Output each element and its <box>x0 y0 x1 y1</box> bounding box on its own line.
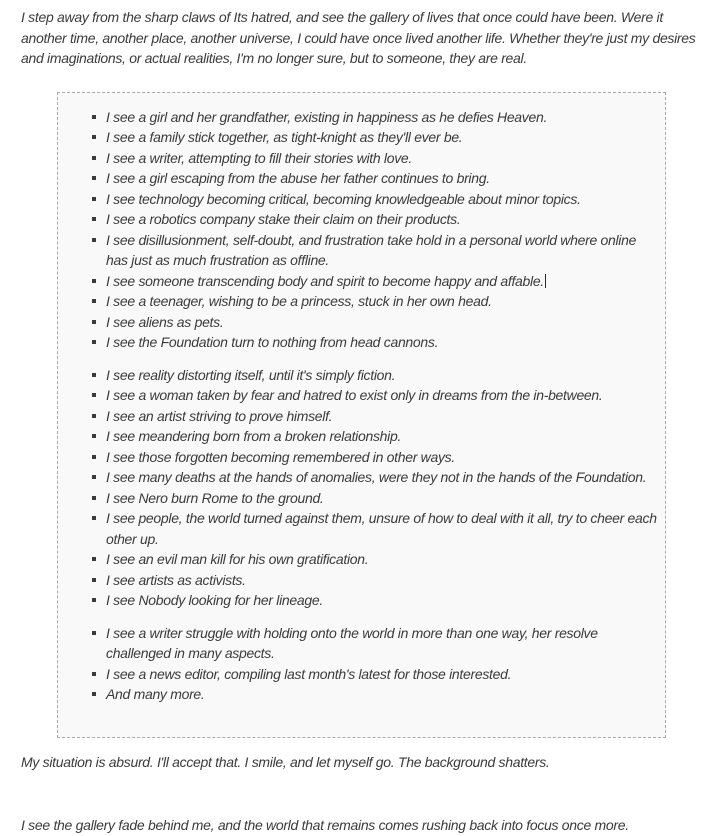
list-item: I see people, the world turned against them, unsure of how to deal with it all, try to cheer each other up. <box>106 508 661 549</box>
list-item: I see a girl and her grandfather, existing in happiness as he defies Heaven. <box>106 107 661 128</box>
list-item: I see many deaths at the hands of anomalies, were they not in the hands of the Foundation. <box>106 467 661 488</box>
list-item: I see aliens as pets. <box>106 312 661 333</box>
list-item: I see artists as activists. <box>106 570 661 591</box>
text-cursor <box>545 274 547 288</box>
list-item: I see a teenager, wishing to be a princess, stuck in her own head. <box>106 291 661 312</box>
list-item: And many more. <box>106 684 661 705</box>
list-item: I see a writer, attempting to fill their stories with love. <box>106 148 661 169</box>
vision-list-box <box>57 92 666 738</box>
outro-paragraph: My situation is absurd. I'll accept that. I smile, and let myself go. The background shatters. <box>21 753 550 770</box>
list-item: I see technology becoming critical, becoming knowledgeable about minor topics. <box>106 189 661 210</box>
list-item: I see a robotics company stake their claim on their products. <box>106 209 661 230</box>
list-item: I see Nero burn Rome to the ground. <box>106 488 661 509</box>
list-item: I see an artist striving to prove himself. <box>106 406 661 427</box>
list-item: I see an evil man kill for his own gratification. <box>106 549 661 570</box>
list-item: I see the Foundation turn to nothing from head cannons. <box>106 332 661 353</box>
list-item: I see Nobody looking for her lineage. <box>106 590 661 611</box>
vision-list-group <box>58 623 661 705</box>
list-item: I see reality distorting itself, until it's simply fiction. <box>106 365 661 386</box>
list-item: I see meandering born from a broken relationship. <box>106 426 661 447</box>
list-item: I see someone transcending body and spirit to become happy and affable. <box>106 271 661 292</box>
list-item: I see a girl escaping from the abuse her father continues to bring. <box>106 168 661 189</box>
clipped-next-line: I see the gallery fade behind me, and the world that remains comes rushing back into focus once more. <box>21 817 629 833</box>
tale-page <box>0 7 714 833</box>
intro-paragraph: I step away from the sharp claws of Its hatred, and see the gallery of lives that once could have been. Were it another time, another place, another universe, I could have once lived another life. Whether they're just my desires and imaginations, or actual realities, I'm no longer sure, but to someone, they are real. <box>21 9 696 66</box>
list-item: I see a writer struggle with holding onto the world in more than one way, her resolve challenged in many aspects. <box>106 623 661 664</box>
vision-list-group <box>58 365 661 611</box>
list-item: I see a woman taken by fear and hatred to exist only in dreams from the in-between. <box>106 385 661 406</box>
vision-list-group <box>58 107 661 353</box>
list-item: I see a news editor, compiling last month's latest for those interested. <box>106 664 661 685</box>
list-item: I see those forgotten becoming remembered in other ways. <box>106 447 661 468</box>
list-item: I see disillusionment, self-doubt, and frustration take hold in a personal world where online has just as much frustration as offline. <box>106 230 661 271</box>
list-item: I see a family stick together, as tight-knight as they'll ever be. <box>106 127 661 148</box>
